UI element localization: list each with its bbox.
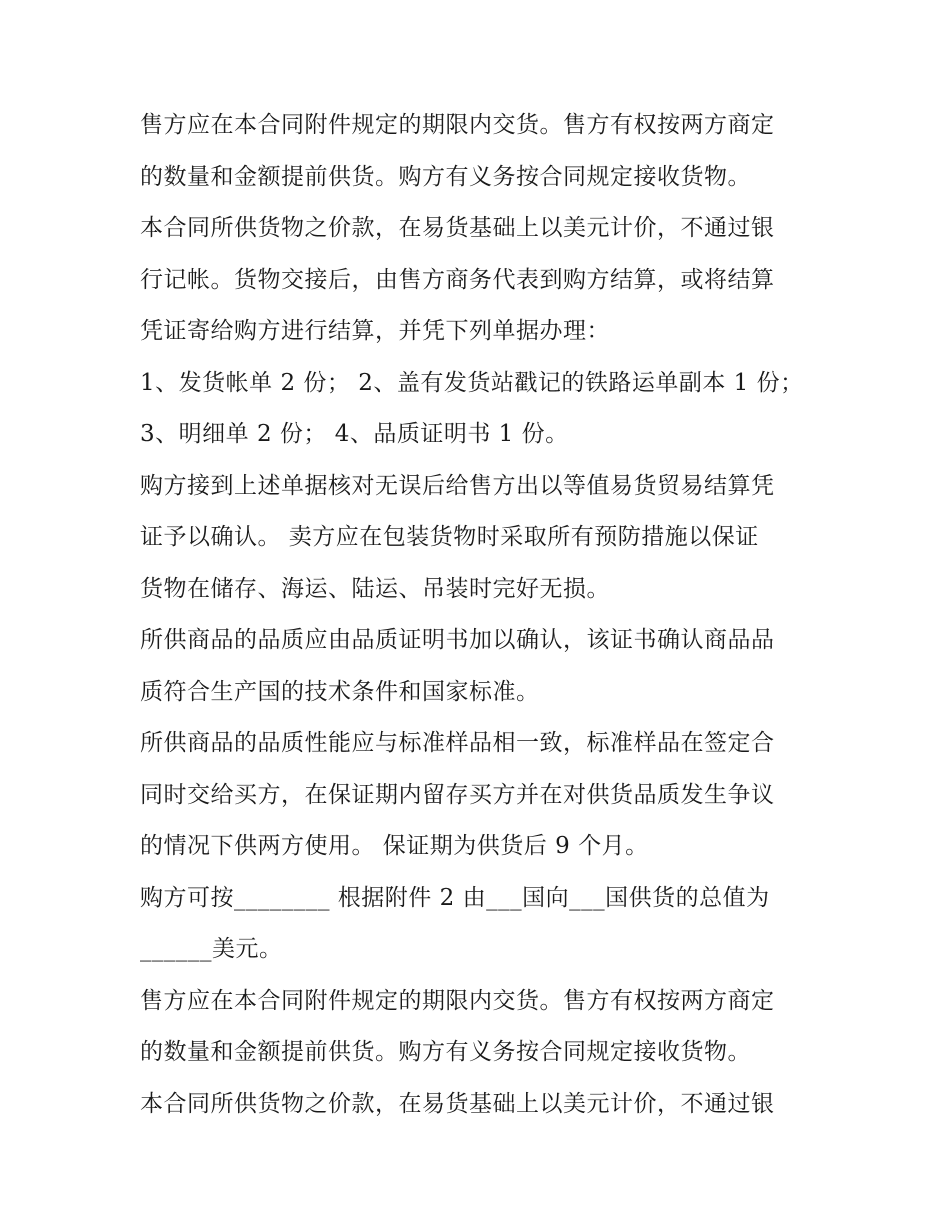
text-line: 售方应在本合同附件规定的期限内交货。售方有权按两方商定 (140, 112, 775, 138)
text-line: 货物在储存、海运、陆运、吊装时完好无损。 (140, 575, 610, 602)
text-line: 凭证寄给购方进行结算，并凭下列单据办理： (140, 318, 610, 344)
text-line: 所供商品的品质性能应与标准样品相一致，标准样品在签定合 (140, 730, 775, 756)
text-line: 行记帐。货物交接后，由售方商务代表到购方结算，或将结算 (140, 266, 775, 293)
text-line: 1、发货帐单 2 份； 2、盖有发货站戳记的铁路运单副本 1 份； (140, 369, 804, 396)
text-line: 的数量和金额提前供货。购方有义务按合同规定接收货物。 (140, 1039, 751, 1065)
text-line: 质符合生产国的技术条件和国家标准。 (140, 678, 540, 705)
contract-text (140, 100, 830, 1130)
text-line: 的情况下供两方使用。 保证期为供货后 9 个月。 (140, 833, 649, 859)
text-line: 3、明细单 2 份； 4、品质证明书 1 份。 (140, 421, 569, 447)
text-line: 售方应在本合同附件规定的期限内交货。售方有权按两方商定 (140, 987, 775, 1014)
text-line: 同时交给买方，在保证期内留存买方并在对供货品质发生争议 (140, 781, 775, 808)
text-line: 本合同所供货物之价款，在易货基础上以美元计价，不通过银 (140, 1090, 775, 1117)
text-line: 证予以确认。 卖方应在包装货物时采取所有预防措施以保证 (140, 524, 759, 550)
text-line: 的数量和金额提前供货。购方有义务按合同规定接收货物。 (140, 163, 751, 190)
text-line: 所供商品的品质应由品质证明书加以确认，该证书确认商品品 (140, 627, 775, 653)
text-line: 购方可按________ 根据附件 2 由___国向___国供货的总值为 (140, 884, 770, 911)
text-line: ______美元。 (140, 936, 283, 962)
text-line: 购方接到上述单据核对无误后给售方出以等值易货贸易结算凭 (140, 472, 775, 499)
text-line: 本合同所供货物之价款，在易货基础上以美元计价，不通过银 (140, 215, 775, 241)
